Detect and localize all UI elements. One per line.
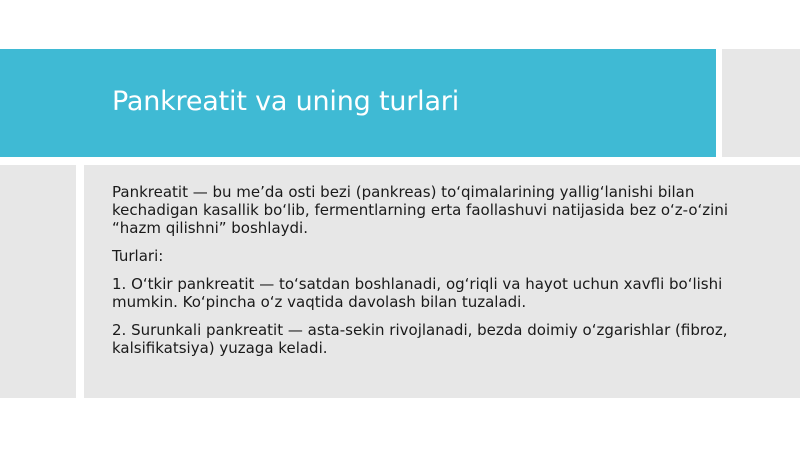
acute-type-paragraph: 1. O‘tkir pankreatit — to‘satdan boshlanadi, og‘riqli va hayot uchun xavfli bo‘lishi mumkin. Ko‘pincha o‘z vaqtida davolash bilan tuzaladi. [112,275,723,311]
types-heading: Turlari: [112,247,164,265]
definition-paragraph: Pankreatit — bu me’da osti bezi (pankreas) to‘qimalarining yallig‘lanishi bilan kechadigan kasallik bo‘lib, fermentlarning erta faollashuvi natijasida bez o‘z-o‘zini “hazm qilishni” boshlaydi. [112,183,729,237]
slide-title: Pankreatit va uning turlari [112,86,459,117]
title-side-panel [722,49,800,157]
chronic-type-paragraph: 2. Surunkali pankreatit — asta-sekin rivojlanadi, bezda doimiy o‘zgarishlar (fibroz, kalsifikatsiya) yuzaga keladi. [112,321,728,357]
slide-body [112,183,742,367]
content-left-panel [0,165,76,398]
